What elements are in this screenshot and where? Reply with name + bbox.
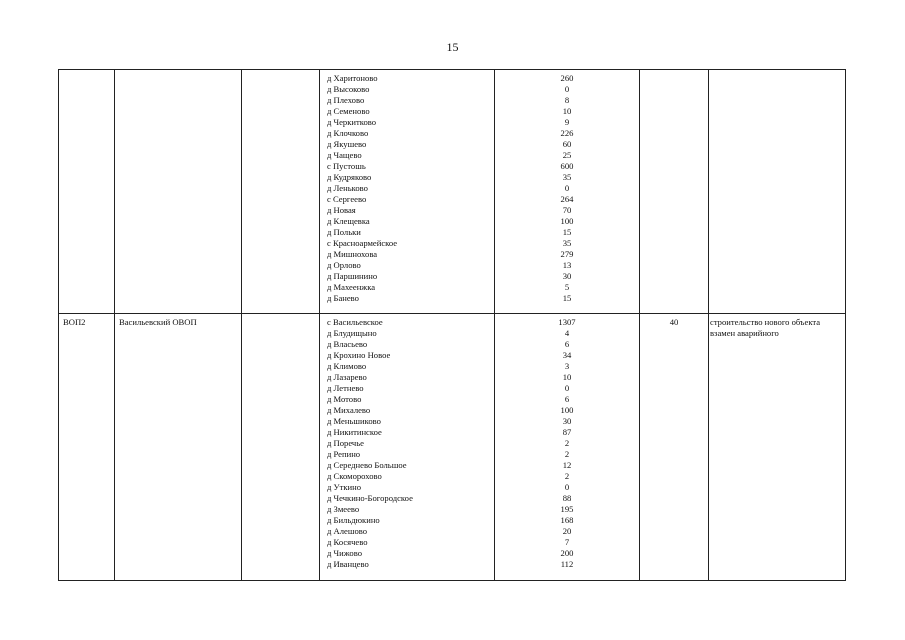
settlement-name: д Лазарево <box>327 372 367 382</box>
settlement-value: 0 <box>564 383 570 393</box>
institution-cell <box>115 70 242 314</box>
settlement-value: 9 <box>564 117 570 127</box>
settlement-list <box>320 73 494 304</box>
settlement-list <box>320 317 494 570</box>
settlement-value: 195 <box>560 504 574 514</box>
settlement-name: д Новая <box>327 205 356 215</box>
code-text: ВОП2 <box>63 317 86 327</box>
values-cell <box>495 70 640 314</box>
note-line: строительство нового объекта <box>710 317 821 327</box>
settlement-value: 0 <box>564 183 570 193</box>
settlement-value: 3 <box>564 361 570 371</box>
note-cell <box>709 314 846 581</box>
population-cell <box>640 314 709 581</box>
settlement-value: 6 <box>564 339 570 349</box>
settlement-value: 88 <box>562 493 572 503</box>
settlement-value: 6 <box>564 394 570 404</box>
settlement-name: д Никитинское <box>327 427 382 437</box>
settlement-name: с Васильевское <box>327 317 383 327</box>
empty-cell <box>242 70 320 314</box>
settlement-value: 7 <box>564 537 570 547</box>
settlement-name: д Климово <box>327 361 367 371</box>
settlement-value: 168 <box>560 515 574 525</box>
settlement-name: д Банево <box>327 293 359 303</box>
settlement-name: д Якушево <box>327 139 367 149</box>
code-cell <box>59 314 115 581</box>
settlement-name: д Кудряково <box>327 172 372 182</box>
settlement-value: 5 <box>564 282 570 292</box>
population-text: 40 <box>669 317 679 327</box>
settlements-cell <box>320 70 495 314</box>
settlement-name: с Сергеево <box>327 194 367 204</box>
settlement-name: д Харитоново <box>327 73 378 83</box>
settlement-name: д Косячево <box>327 537 368 547</box>
note-cell <box>709 70 846 314</box>
settlement-name: д Клочково <box>327 128 369 138</box>
settlement-value: 10 <box>562 372 572 382</box>
settlement-name: д Паршинино <box>327 271 378 281</box>
settlement-value: 100 <box>560 405 574 415</box>
settlement-name: д Поречье <box>327 438 364 448</box>
settlement-value: 13 <box>562 260 572 270</box>
settlement-name: д Бильдюкино <box>327 515 380 525</box>
settlement-value: 87 <box>562 427 572 437</box>
settlement-name: д Крохино Новое <box>327 350 391 360</box>
settlement-name: д Чечкино-Богородское <box>327 493 413 503</box>
settlement-name: д Высоково <box>327 84 370 94</box>
settlement-value: 10 <box>562 106 572 116</box>
population-cell <box>640 70 709 314</box>
settlement-value: 25 <box>562 150 572 160</box>
settlement-name: д Алешово <box>327 526 368 536</box>
settlement-name: д Скоморохово <box>327 471 382 481</box>
settlement-value: 112 <box>560 559 574 569</box>
value-list <box>495 73 639 304</box>
settlement-name: д Михалево <box>327 405 371 415</box>
settlement-name: д Иванцево <box>327 559 369 569</box>
settlement-value: 60 <box>562 139 572 149</box>
settlement-value: 30 <box>562 416 572 426</box>
settlement-value: 4 <box>564 328 570 338</box>
institution-cell <box>115 314 242 581</box>
settlement-value: 70 <box>562 205 572 215</box>
settlement-value: 279 <box>560 249 574 259</box>
settlement-name: д Мишнохова <box>327 249 378 259</box>
settlement-name: с Пустошь <box>327 161 366 171</box>
table-row <box>59 70 846 314</box>
settlement-value: 600 <box>560 161 574 171</box>
settlement-name: д Плехово <box>327 95 365 105</box>
settlement-value: 0 <box>564 84 570 94</box>
settlement-name: д Репино <box>327 449 361 459</box>
note-line: взамен аварийного <box>710 328 779 338</box>
settlement-value: 226 <box>560 128 574 138</box>
settlement-value: 15 <box>562 293 572 303</box>
settlement-value: 260 <box>560 73 574 83</box>
settlement-name: д Мотово <box>327 394 362 404</box>
settlement-value: 35 <box>562 172 572 182</box>
institution-text: Васильевский ОВОП <box>119 317 197 327</box>
settlement-name: д Махеенжка <box>327 282 376 292</box>
settlement-name: д Орлово <box>327 260 361 270</box>
settlement-name: д Семеново <box>327 106 370 116</box>
settlement-name: д Клещевка <box>327 216 370 226</box>
settlement-name: д Меньшиково <box>327 416 381 426</box>
settlement-name: с Красноармейское <box>327 238 398 248</box>
settlement-value: 2 <box>564 449 570 459</box>
settlement-name: д Черкитково <box>327 117 377 127</box>
settlement-name: д Польки <box>327 227 361 237</box>
settlement-name: д Чижово <box>327 548 363 558</box>
settlement-name: д Чащево <box>327 150 362 160</box>
settlement-name: д Середнево Большое <box>327 460 407 470</box>
settlements-cell <box>320 314 495 581</box>
settlement-value: 12 <box>562 460 572 470</box>
settlement-name: д Власьево <box>327 339 368 349</box>
settlement-name: д Леньково <box>327 183 368 193</box>
value-list <box>495 317 639 570</box>
settlement-name: д Уткино <box>327 482 362 492</box>
settlement-value: 2 <box>564 471 570 481</box>
settlement-name: д Летнево <box>327 383 364 393</box>
settlement-value: 8 <box>564 95 570 105</box>
settlements-table <box>58 69 846 581</box>
table-row <box>59 314 846 581</box>
settlement-value: 200 <box>560 548 574 558</box>
settlement-value: 0 <box>564 482 570 492</box>
settlement-value: 100 <box>560 216 574 226</box>
settlement-value: 35 <box>562 238 572 248</box>
note-list <box>709 317 845 339</box>
settlement-value: 2 <box>564 438 570 448</box>
settlement-value: 20 <box>562 526 572 536</box>
settlement-value: 1307 <box>558 317 576 327</box>
values-cell <box>495 314 640 581</box>
settlement-value: 264 <box>560 194 574 204</box>
settlement-name: д Змеево <box>327 504 360 514</box>
code-cell <box>59 70 115 314</box>
page-number: 15 <box>446 40 459 54</box>
settlement-value: 15 <box>562 227 572 237</box>
empty-cell <box>242 314 320 581</box>
settlement-value: 30 <box>562 271 572 281</box>
settlement-name: д Блудищыно <box>327 328 377 338</box>
settlement-value: 34 <box>562 350 572 360</box>
